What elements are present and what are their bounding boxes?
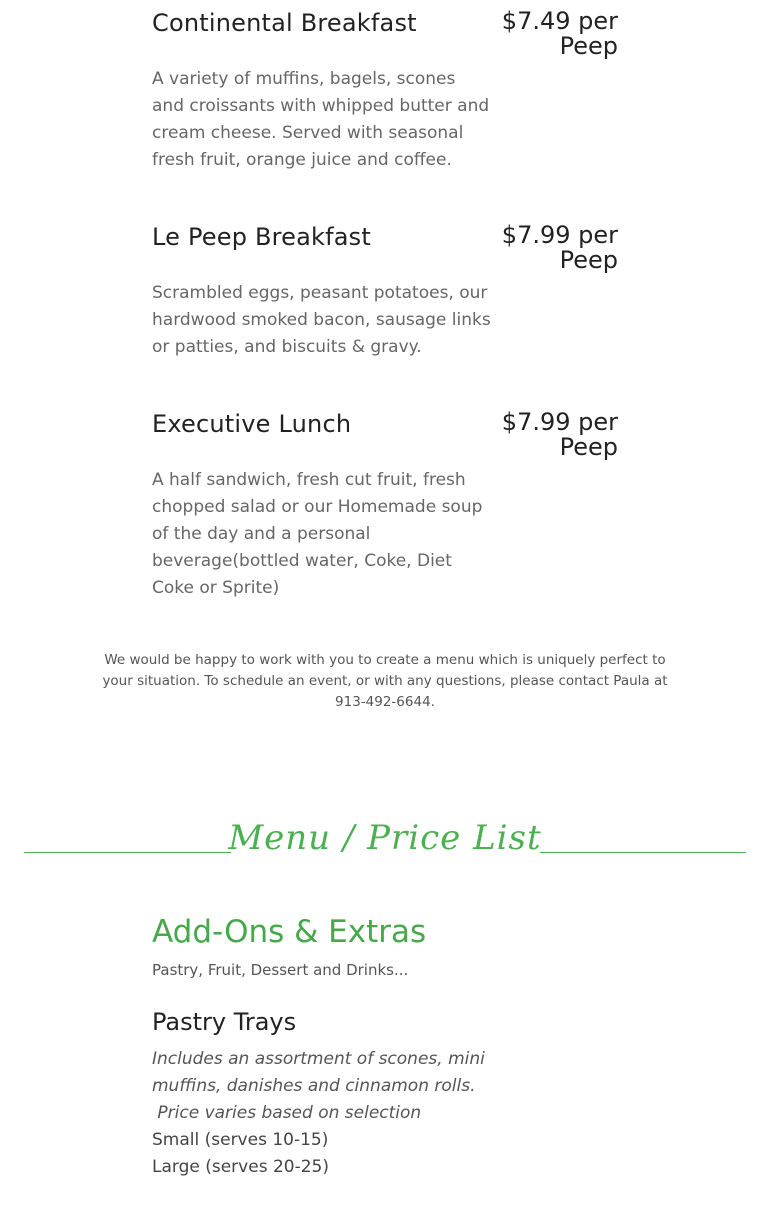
item-price	[478, 410, 618, 460]
item-price-unit: Peep	[559, 32, 618, 60]
pastry-size-large: Large (serves 20-25)	[152, 1157, 329, 1177]
item-description: Scrambled eggs, peasant potatoes, our hardwood smoked bacon, sausage links or patties, and biscuits & gravy.	[152, 283, 491, 357]
menu-item-continental-breakfast	[152, 6, 618, 176]
addons-heading: Add-Ons & Extras	[152, 914, 427, 950]
item-price	[478, 9, 618, 59]
item-description: A half sandwich, fresh cut fruit, fresh chopped salad or our Homemade soup of the day and a personal beverage(bottled water, Coke, Diet Coke or Sprite)	[152, 470, 483, 598]
item-price	[478, 223, 618, 273]
menu-item-executive-lunch	[152, 407, 618, 607]
item-name: Continental Breakfast	[152, 9, 417, 37]
menu-item-le-peep-breakfast	[152, 220, 618, 360]
item-price-unit: Peep	[559, 433, 618, 461]
pastry-price-note: Price varies based on selection	[152, 1103, 422, 1123]
pastry-size-small: Small (serves 10-15)	[152, 1130, 329, 1150]
item-price-amount: $7.99 per	[501, 408, 618, 436]
item-name: Le Peep Breakfast	[152, 223, 372, 251]
contact-note: We would be happy to work with you to create a menu which is uniquely perfect to your situation. To schedule an event, or with any questions, please contact Paula at 913-492-6644.	[102, 652, 668, 710]
item-price-unit: Peep	[559, 246, 618, 274]
pastry-trays-description	[152, 1046, 492, 1127]
pastry-trays-title: Pastry Trays	[152, 1008, 297, 1036]
addons-subheading: Pastry, Fruit, Dessert and Drinks...	[152, 961, 409, 979]
item-price-amount: $7.99 per	[501, 221, 618, 249]
item-name: Executive Lunch	[152, 410, 352, 438]
item-description: A variety of muffins, bagels, scones and croissants with whipped butter and cream cheese. Served with seasonal fresh fruit, orange juice and coffee.	[152, 69, 490, 170]
pastry-description-text: Includes an assortment of scones, mini muffins, danishes and cinnamon rolls.	[152, 1049, 485, 1096]
section-title: Menu / Price List	[228, 818, 542, 858]
item-price-amount: $7.49 per	[501, 7, 618, 35]
